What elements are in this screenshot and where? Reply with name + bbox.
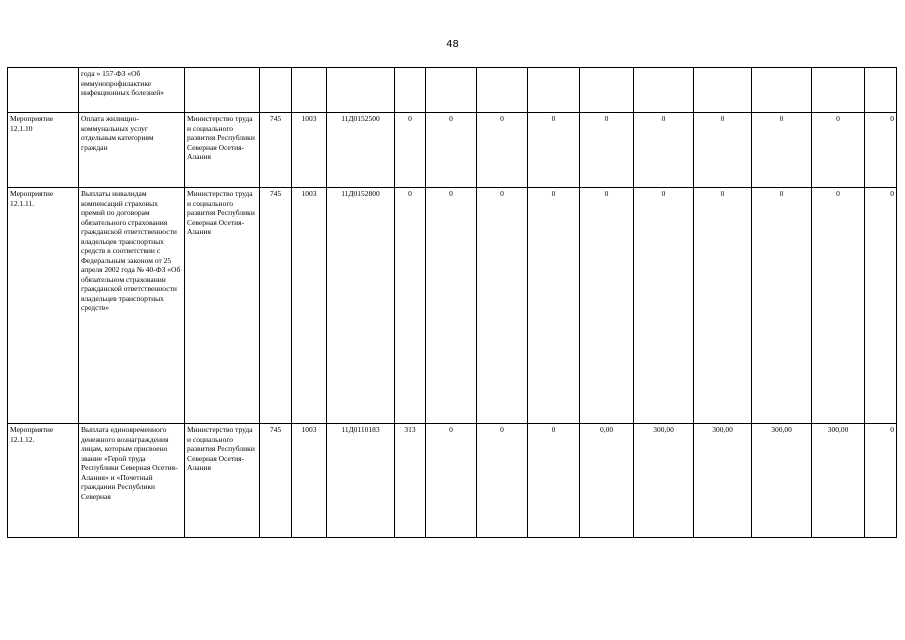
amount-col-7-cell: 300,00	[752, 424, 812, 538]
measure-description-cell: Выплата единовременного денежного вознаграждения лицам, которым присвоено звание «Герой труда Республики Северная Осетия-Алания» и «Почетный гражданин Республики Северная	[79, 424, 185, 538]
responsible-executor-cell	[185, 68, 260, 113]
amount-col-1-cell	[426, 68, 477, 113]
table-row	[8, 68, 897, 113]
measure-id-cell: Мероприятие 12.1.12.	[8, 424, 79, 538]
amount-col-3-cell	[528, 68, 580, 113]
amount-col-4-cell	[580, 68, 634, 113]
code-grbs-cell	[260, 68, 292, 113]
amount-col-4-cell: 0	[580, 113, 634, 188]
code-vr-cell: 0	[395, 188, 426, 424]
amount-col-1-cell: 0	[426, 424, 477, 538]
amount-col-8-cell: 0	[812, 188, 865, 424]
amount-col-2-cell	[477, 68, 528, 113]
code-csr-cell	[327, 68, 395, 113]
amount-col-2-cell: 0	[477, 188, 528, 424]
code-grbs-cell: 745	[260, 113, 292, 188]
amount-col-4-cell: 0,00	[580, 424, 634, 538]
code-rzpr-cell: 1003	[292, 113, 327, 188]
code-rzpr-cell	[292, 68, 327, 113]
amount-col-7-cell: 0	[752, 188, 812, 424]
amount-col-9-cell: 0	[865, 424, 897, 538]
amount-col-7-cell: 0	[752, 113, 812, 188]
code-grbs-cell: 745	[260, 424, 292, 538]
code-vr-cell: 313	[395, 424, 426, 538]
amount-col-5-cell	[634, 68, 694, 113]
amount-col-5-cell: 300,00	[634, 424, 694, 538]
amount-col-1-cell: 0	[426, 113, 477, 188]
amount-col-2-cell: 0	[477, 113, 528, 188]
measure-description-cell: Выплаты инвалидам компенсаций страховых премий по договорам обязательного страхования гражданской ответственности владельцев транспортных средств в соответствии с Федеральным законом от 25 апреля 2002 года № 40-ФЗ «Об обязательном страховании гражданской ответственности владельцев транспортных средств»	[79, 188, 185, 424]
code-grbs-cell: 745	[260, 188, 292, 424]
amount-col-9-cell: 0	[865, 113, 897, 188]
table-row	[8, 188, 897, 424]
amount-col-2-cell: 0	[477, 424, 528, 538]
code-csr-cell: 11Д0152800	[327, 188, 395, 424]
code-rzpr-cell: 1003	[292, 424, 327, 538]
budget-table	[7, 67, 897, 538]
amount-col-6-cell: 0	[694, 188, 752, 424]
measure-id-cell: Мероприятие 12.1.10	[8, 113, 79, 188]
amount-col-6-cell: 0	[694, 113, 752, 188]
amount-col-9-cell: 0	[865, 188, 897, 424]
amount-col-3-cell: 0	[528, 424, 580, 538]
amount-col-6-cell: 300,00	[694, 424, 752, 538]
amount-col-5-cell: 0	[634, 113, 694, 188]
measure-id-cell	[8, 68, 79, 113]
responsible-executor-cell: Министерство труда и социального развития Республики Северная Осетия-Алания	[185, 424, 260, 538]
amount-col-5-cell: 0	[634, 188, 694, 424]
amount-col-8-cell	[812, 68, 865, 113]
amount-col-3-cell: 0	[528, 188, 580, 424]
code-vr-cell: 0	[395, 113, 426, 188]
amount-col-9-cell	[865, 68, 897, 113]
amount-col-8-cell: 300,00	[812, 424, 865, 538]
amount-col-6-cell	[694, 68, 752, 113]
code-csr-cell: 11Д0152500	[327, 113, 395, 188]
code-vr-cell	[395, 68, 426, 113]
measure-description-cell: Оплата жилищно-коммунальных услуг отдельным категориям граждан	[79, 113, 185, 188]
amount-col-4-cell: 0	[580, 188, 634, 424]
amount-col-8-cell: 0	[812, 113, 865, 188]
amount-col-7-cell	[752, 68, 812, 113]
responsible-executor-cell: Министерство труда и социального развития Республики Северная Осетия-Алания	[185, 188, 260, 424]
table-row	[8, 113, 897, 188]
code-rzpr-cell: 1003	[292, 188, 327, 424]
amount-col-3-cell: 0	[528, 113, 580, 188]
measure-id-cell: Мероприятие 12.1.11.	[8, 188, 79, 424]
amount-col-1-cell: 0	[426, 188, 477, 424]
code-csr-cell: 11Д0110183	[327, 424, 395, 538]
responsible-executor-cell: Министерство труда и социального развития Республики Северная Осетия-Алания	[185, 113, 260, 188]
measure-description-cell: года » 157-ФЗ «Об иммунопрофилактике инфекционных болезней»	[79, 68, 185, 113]
table-row	[8, 424, 897, 538]
page-number: 48	[446, 39, 459, 50]
